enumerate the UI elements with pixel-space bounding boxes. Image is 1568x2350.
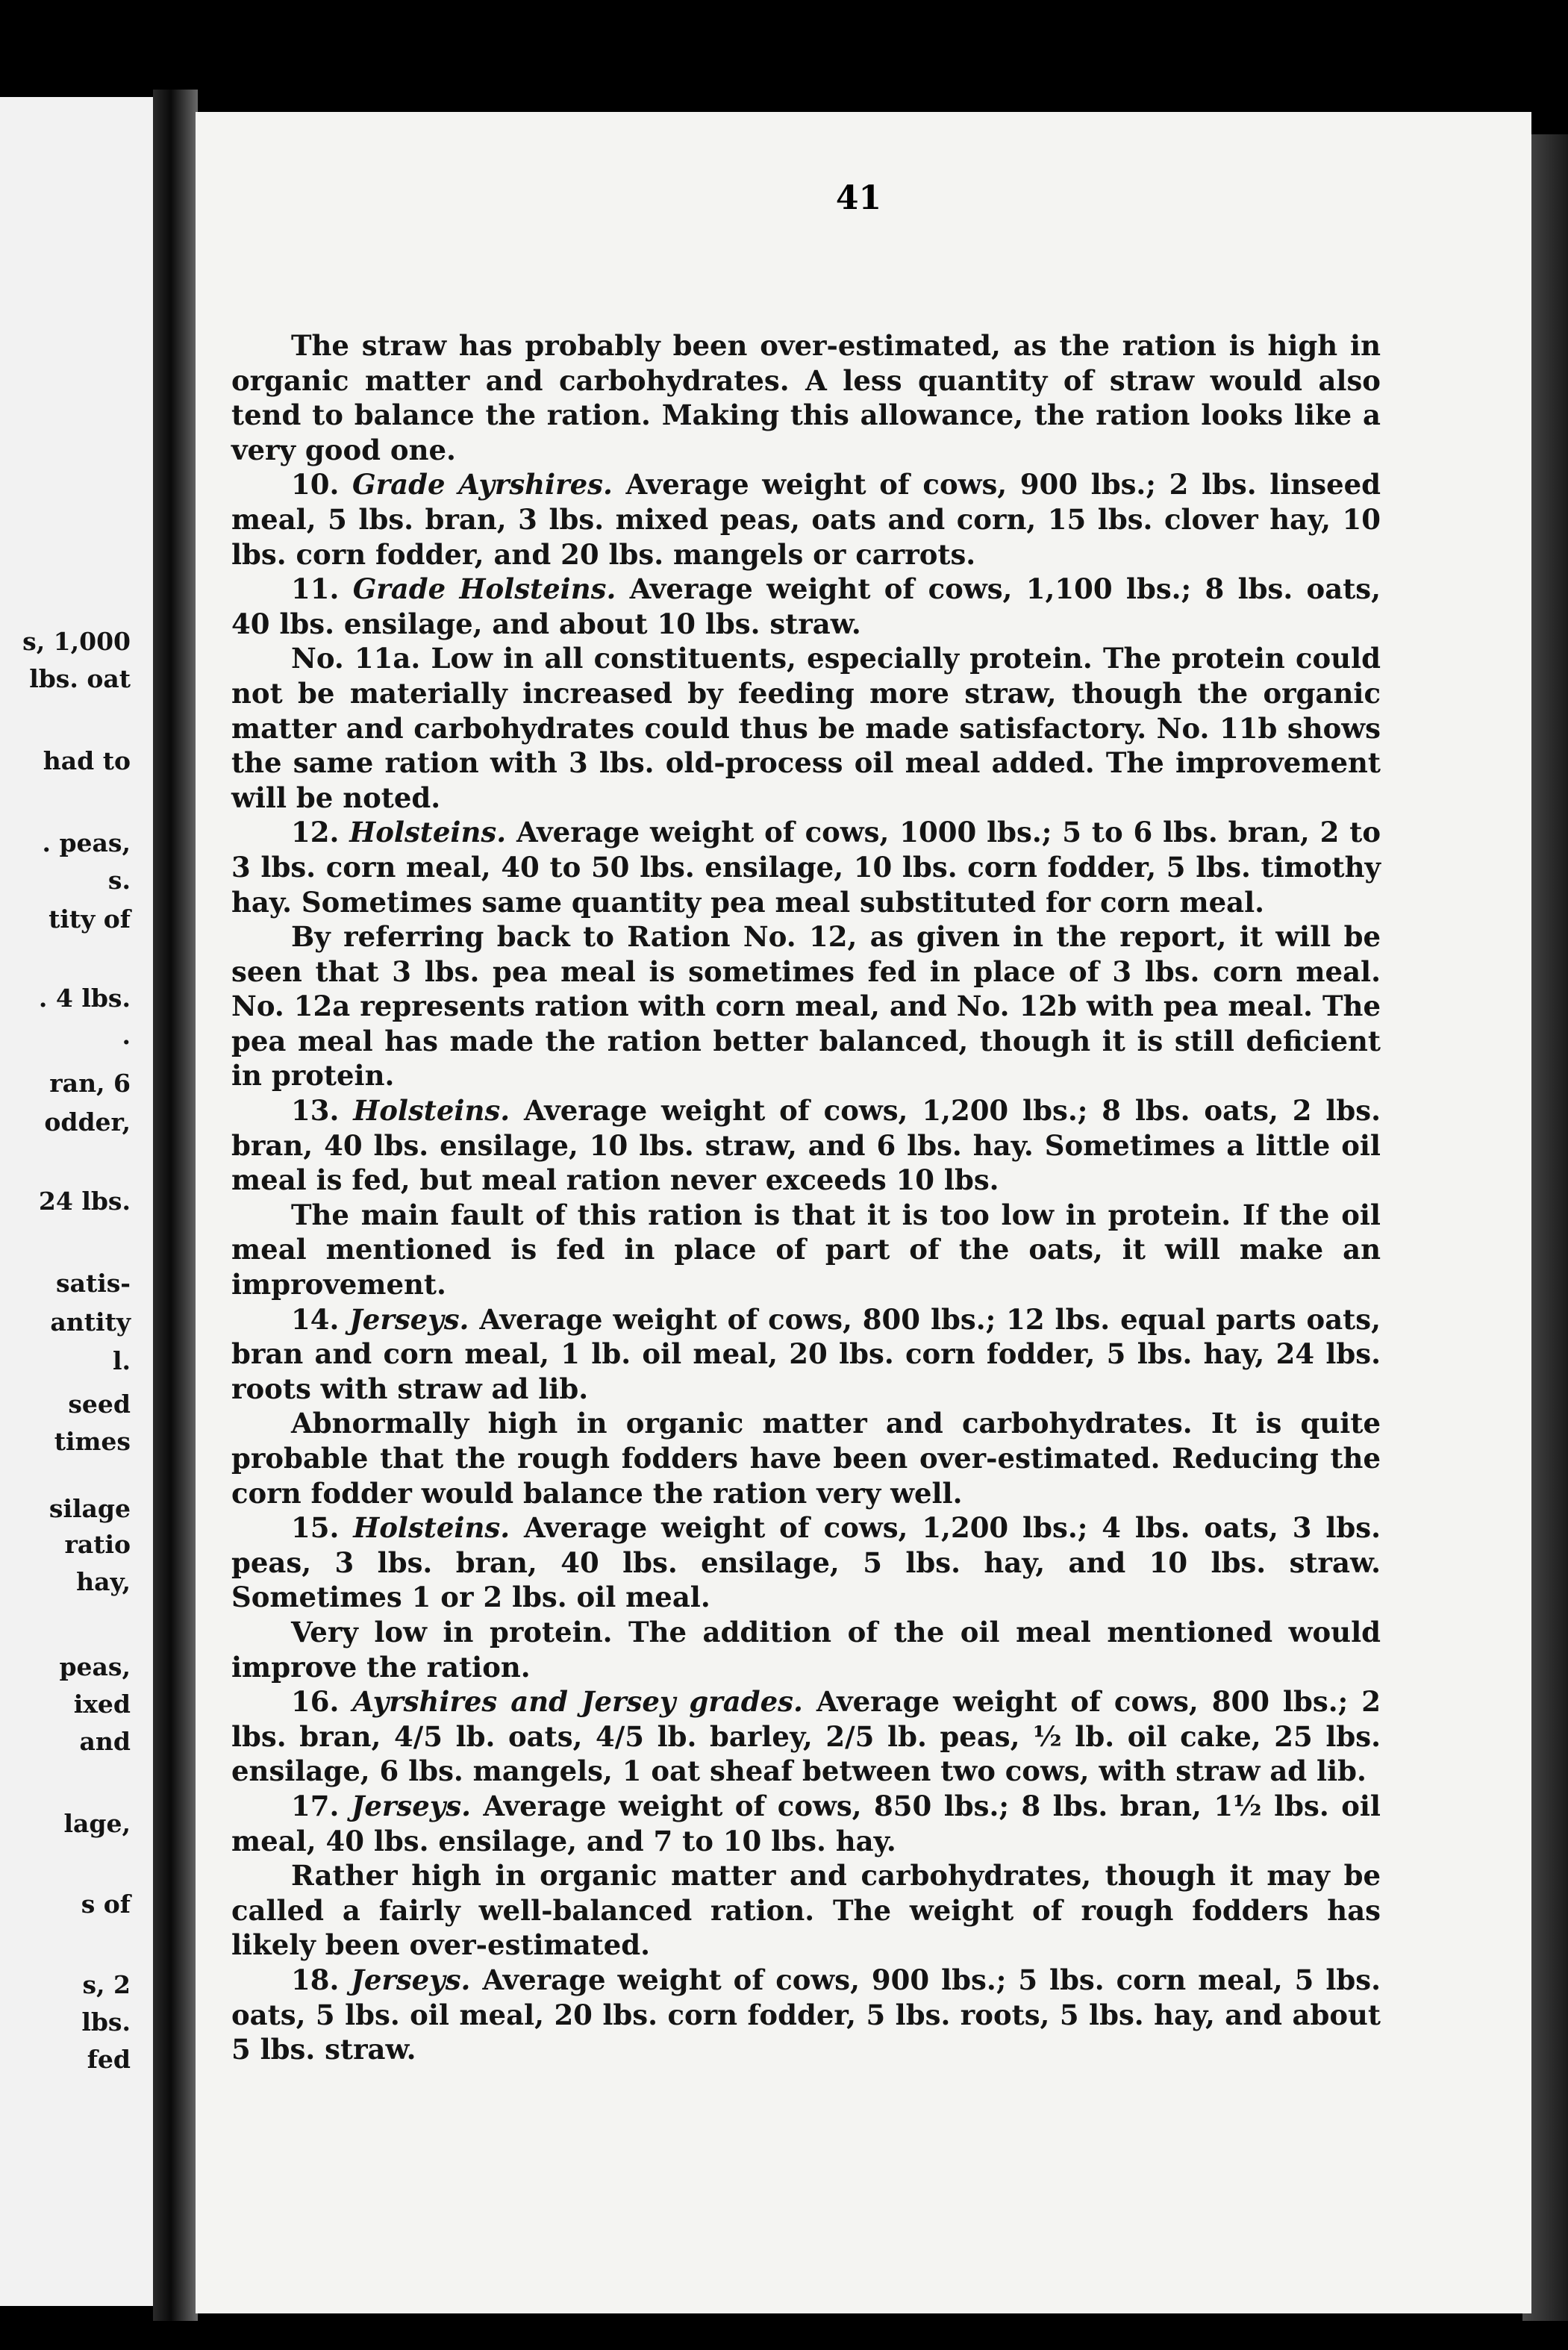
left-page-fragment: s, 2 [82,1970,131,1999]
ration-number: 10. [291,468,340,501]
left-page-fragment: ixed [73,1690,131,1719]
left-page-fragment: s. [107,866,131,895]
paragraph [231,1406,1381,1510]
paragraph [231,815,1381,919]
left-page-fragment: peas, [59,1652,131,1681]
page-body [231,328,1381,2067]
left-page-fragment: times [54,1427,131,1456]
paragraph-text: Average weight of cows, 1,200 lbs.; 4 lbs. oats, 3 lbs. peas, 3 lbs. bran, 40 lbs. ensilage, 5 lbs. hay, and 10 lbs. straw. Sometimes 1 or 2 lbs. oil meal. [231,1511,1381,1614]
herd-title: Grade Ayrshires. [352,468,613,501]
paragraph-text: Abnormally high in organic matter and carbohydrates. It is quite probable that the rough fodders have been over-estimated. Reducing the corn fodder would balance the ration very well. [231,1407,1381,1510]
paragraph-text: Average weight of cows, 900 lbs.; 5 lbs. corn meal, 5 lbs. oats, 5 lbs. oil meal, 20 lbs. corn fodder, 5 lbs. roots, 5 lbs. hay, and about 5 lbs. straw. [231,1963,1381,2066]
left-page-fragment: satis- [55,1269,131,1298]
paragraph-text: Average weight of cows, 850 lbs.; 8 lbs. bran, 1½ lbs. oil meal, 40 lbs. ensilage, and 7 to 10 lbs. hay. [231,1789,1381,1857]
ration-number: 12. [291,816,340,849]
paragraph-text: Rather high in organic matter and carbohydrates, though it may be called a fairly well-balanced ration. The weight of rough fodders has likely been over-estimated. [231,1859,1381,1962]
herd-title: Ayrshires and Jersey grades. [352,1685,803,1719]
paragraph-text: Very low in protein. The addition of the oil meal mentioned would improve the ration. [231,1615,1381,1684]
paragraph [231,1963,1381,2067]
paragraph [231,1615,1381,1684]
ration-number: 13. [291,1094,340,1128]
left-page-fragment: s of [81,1890,131,1919]
ration-number: 11. [291,572,340,606]
left-page-fragment: fed [87,2045,131,2074]
herd-title: Grade Holsteins. [352,572,616,606]
paragraph-text: Average weight of cows, 1,100 lbs.; 8 lbs. oats, 40 lbs. ensilage, and about 10 lbs. straw. [231,572,1381,640]
paragraph-text: The straw has probably been over-estimated, as the ration is high in organic matter and carbohydrates. A less quantity of straw would also tend to balance the ration. Making this allowance, the ration looks like a very good one. [231,329,1381,466]
paragraph-text: By referring back to Ration No. 12, as given in the report, it will be seen that 3 lbs. pea meal is sometimes fed in place of 3 lbs. corn meal. No. 12a represents ration with corn meal, and No. 12b with pea meal. The pea meal has made the ration better balanced, though it is still deficient in protein. [231,920,1381,1093]
herd-title: Jerseys. [351,1963,471,1996]
left-page-fragment: . [122,1021,131,1050]
left-page-fragment: ratio [64,1530,131,1559]
left-page-fragment: seed [68,1390,131,1419]
paragraph-text: The main fault of this ration is that it is too low in protein. If the oil meal mentioned is fed in place of part of the oats, it will make an improvement. [231,1198,1381,1301]
paragraph-text: Average weight of cows, 800 lbs.; 2 lbs. bran, 4/5 lb. oats, 4/5 lb. barley, 2/5 lb. peas, ½ lb. oil cake, 25 lbs. ensilage, 6 lbs. mangels, 1 oat sheaf between two cows, with straw ad lib. [231,1685,1381,1788]
left-page-fragment: ran, 6 [49,1069,131,1098]
left-page-fragment: and [79,1727,131,1756]
paragraph-text: Average weight of cows, 900 lbs.; 2 lbs. linseed meal, 5 lbs. bran, 3 lbs. mixed peas, oats and corn, 15 lbs. clover hay, 10 lbs. corn fodder, and 20 lbs. mangels or carrots. [231,468,1381,571]
paragraph [231,1093,1381,1198]
paragraph [231,919,1381,1093]
left-page-fragment: lbs. oat [29,664,131,693]
paragraph [231,1684,1381,1789]
page-number: 41 [835,179,882,217]
paragraph [231,467,1381,572]
ration-number: 16. [291,1685,340,1719]
paragraph-text: Average weight of cows, 1000 lbs.; 5 to 6 lbs. bran, 2 to 3 lbs. corn meal, 40 to 50 lbs. ensilage, 10 lbs. corn fodder, 5 lbs. timothy hay. Sometimes same quantity pea meal substituted for corn meal. [231,816,1381,919]
left-page-fragment: antity [50,1307,131,1337]
ration-number: 17. [291,1789,340,1822]
left-page-fragment: odder, [44,1107,131,1137]
book-gutter [153,90,198,2321]
herd-title: Jerseys. [351,1789,471,1822]
paragraph [231,1510,1381,1615]
paragraph [231,572,1381,641]
paragraph [231,1198,1381,1302]
ration-number: 14. [291,1302,340,1336]
left-page-fragment: had to [43,746,131,775]
left-page-fragment: lbs. [81,2007,131,2037]
herd-title: Holsteins. [353,1511,510,1545]
left-page-fragment: l. [112,1346,131,1375]
paragraph [231,1858,1381,1963]
left-page-fragment: silage [49,1494,131,1523]
previous-page-edge [0,97,153,2306]
ration-number: 18. [291,1963,340,1996]
ration-number: 15. [291,1511,340,1545]
paragraph-text: Average weight of cows, 800 lbs.; 12 lbs. equal parts oats, bran and corn meal, 1 lb. oil meal, 20 lbs. corn fodder, 5 lbs. hay, 24 lbs. roots with straw ad lib. [231,1302,1381,1405]
herd-title: Holsteins. [349,816,507,849]
paragraph [231,1302,1381,1407]
left-page-fragment: . 4 lbs. [38,984,131,1013]
left-page-fragment: s, 1,000 [22,627,131,656]
left-page-fragment: hay, [76,1567,131,1596]
left-page-fragment: tity of [49,904,131,934]
paragraph [231,1789,1381,1858]
paragraph-text: Low in all constituents, especially protein. The protein could not be materially increased by feeding more straw, though the organic matter and carbohydrates could thus be made satisfactory. No. 11b shows the same ration with 3 lbs. old-process oil meal added. The improvement will be noted. [231,642,1381,814]
left-page-fragment: lage, [63,1809,131,1838]
ration-number: No. 11a. [291,642,421,675]
left-page-fragment: . peas, [42,828,131,857]
herd-title: Jerseys. [349,1302,469,1336]
left-page-fragment: 24 lbs. [38,1187,131,1216]
paragraph [231,641,1381,815]
paragraph [231,328,1381,467]
herd-title: Holsteins. [353,1094,510,1128]
paragraph-text: Average weight of cows, 1,200 lbs.; 8 lbs. oats, 2 lbs. bran, 40 lbs. ensilage, 10 lbs. straw, and 6 lbs. hay. Sometimes a little oil meal is fed, but meal ration never exceeds 10 lbs. [231,1094,1381,1197]
